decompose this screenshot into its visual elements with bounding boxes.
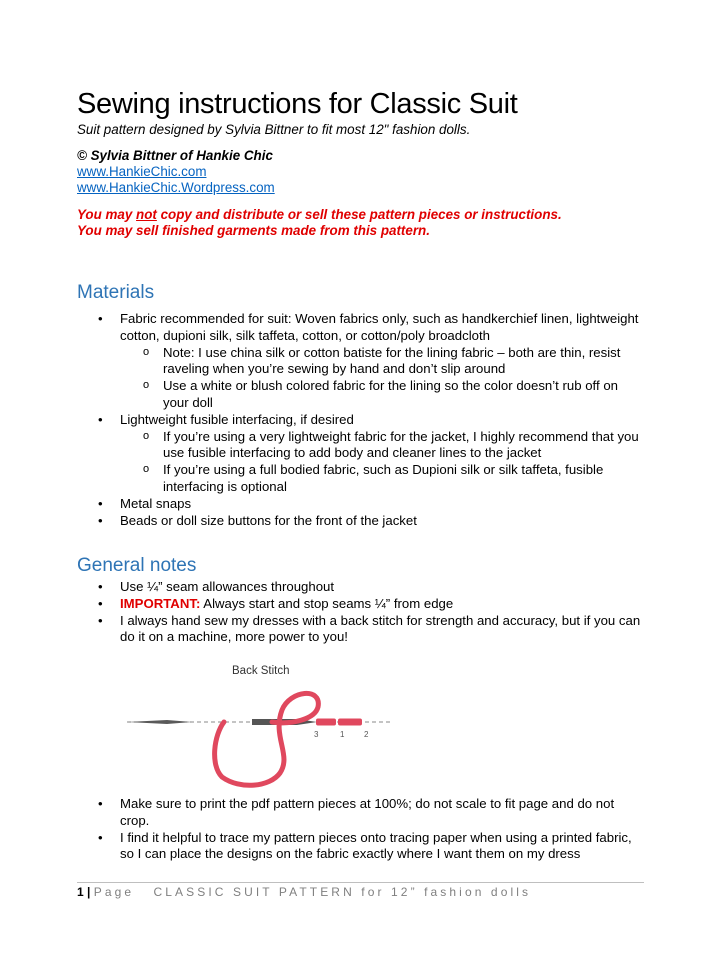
list-item: • Beads or doll size buttons for the front of the jacket [77, 513, 642, 530]
materials-heading: Materials [77, 282, 155, 303]
copyright-warning-line1 [77, 207, 562, 223]
page-word: Page [93, 885, 135, 899]
list-item: • Fabric recommended for suit: Woven fabrics only, such as handkerchief linen, lightweight cotton, dupioni silk, silk taffeta, cotton, or cotton/poly broadcloth [77, 311, 642, 345]
list-item: • I find it helpful to trace my pattern pieces onto tracing paper when using a printed fabric, so I can place the designs on the fabric exactly where I want them on my dress [77, 830, 642, 864]
blog-link[interactable]: www.HankieChic.Wordpress.com [77, 180, 275, 195]
footer-divider [77, 882, 644, 883]
list-item: o Use a white or blush colored fabric for the lining so the color doesn’t rub off on your doll [77, 378, 642, 412]
materials-list [77, 311, 642, 529]
stitch-number: 2 [364, 730, 369, 739]
list-item: • Use ¼” seam allowances throughout [77, 579, 642, 596]
footer-text: CLASSIC SUIT PATTERN for 12” fashion dolls [153, 885, 532, 899]
list-item: o If you’re using a full bodied fabric, such as Dupioni silk or silk taffeta, fusible interfacing is optional [77, 462, 642, 496]
stitch-number: 1 [340, 730, 345, 739]
needle-left [127, 720, 192, 724]
page-title: Sewing instructions for Classic Suit [77, 88, 518, 120]
page-number: 1 [77, 885, 84, 899]
list-item [77, 596, 642, 613]
page-footer [77, 885, 531, 899]
general-notes-list-continued [77, 796, 642, 863]
list-item: o If you’re using a very lightweight fabric for the jacket, I highly recommend that you use fusible interfacing to add body and cleaner lines to the jacket [77, 429, 642, 463]
figure-label: Back Stitch [232, 665, 290, 677]
warning-emphasis: not [136, 207, 157, 222]
important-label: IMPORTANT: [120, 595, 201, 611]
separator-glyph: | [87, 885, 91, 899]
copyright-line: © Sylvia Bittner of Hankie Chic [77, 148, 273, 163]
stitch-number: 3 [314, 730, 319, 739]
thread [215, 693, 319, 785]
warning-text: You may [77, 207, 137, 222]
list-item: • I always hand sew my dresses with a back stitch for strength and accuracy, but if you can do it on a machine, more power to you! [77, 613, 642, 647]
subtitle: Suit pattern designed by Sylvia Bittner to fit most 12" fashion dolls. [77, 122, 471, 137]
stitch-1 [338, 719, 362, 726]
list-item: • Make sure to print the pdf pattern pieces at 100%; do not scale to fit page and do not crop. [77, 796, 642, 830]
copyright-warning-line2: You may sell finished garments made from this pattern. [77, 223, 430, 238]
general-notes-list [77, 579, 642, 646]
website-link[interactable]: www.HankieChic.com [77, 164, 207, 179]
stitch-3 [316, 719, 336, 726]
list-item: • Lightweight fusible interfacing, if desired [77, 412, 642, 429]
general-notes-heading: General notes [77, 555, 197, 576]
footer-separator [84, 885, 94, 899]
warning-text: copy and distribute or sell these pattern pieces or instructions. [156, 207, 562, 222]
list-item: o Note: I use china silk or cotton batiste for the lining fabric – both are thin, resist raveling when you’re sewing by hand and don’t slip around [77, 345, 642, 379]
back-stitch-illustration [122, 655, 402, 790]
list-item-text: Always start and stop seams ¼” from edge [200, 595, 454, 611]
list-item: • Metal snaps [77, 496, 642, 513]
